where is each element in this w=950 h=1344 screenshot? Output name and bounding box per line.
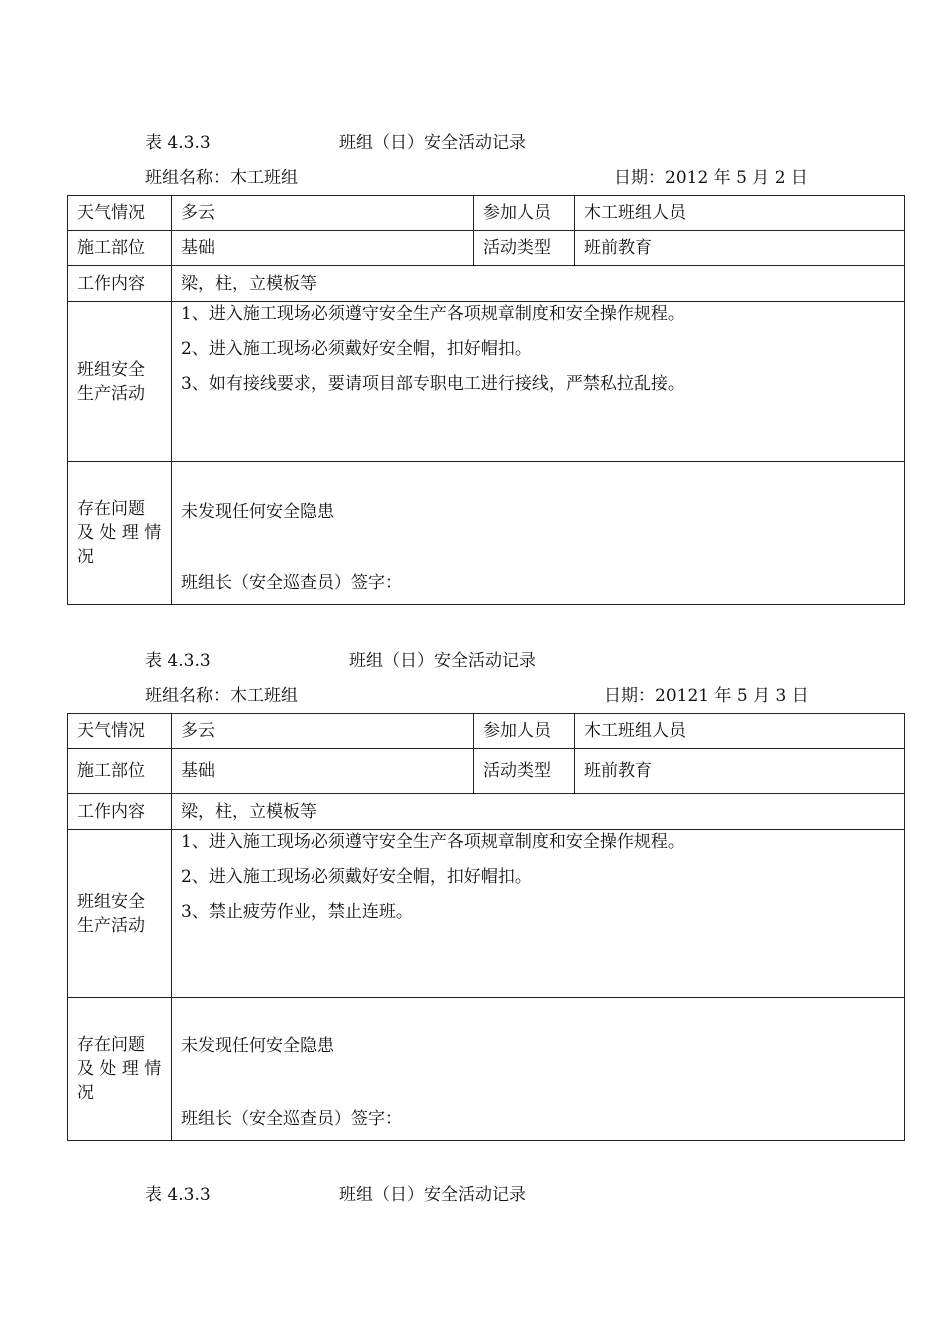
activity-type-value: 班前教育 — [575, 749, 905, 794]
work-label: 工作内容 — [68, 266, 172, 302]
activity-item: 3、如有接线要求，要请项目部专职电工进行接线，严禁私拉乱接。 — [181, 374, 685, 394]
record-1-info — [0, 159, 950, 189]
activity-type-value: 班前教育 — [575, 231, 905, 266]
record-1-table — [67, 195, 905, 605]
table-code: 表 4.3.3 — [145, 1185, 211, 1205]
work-value: 梁，柱，立模板等 — [172, 794, 905, 830]
participants-value: 木工班组人员 — [575, 196, 905, 231]
problem-cell — [172, 462, 905, 605]
problem-label-line-2: 及 处 理 情 — [77, 1059, 162, 1079]
signature-label: 班组长（安全巡查员）签字： — [181, 1109, 402, 1129]
weather-label: 天气情况 — [68, 196, 172, 231]
problem-value: 未发现任何安全隐患 — [181, 502, 334, 522]
problem-label — [68, 462, 172, 605]
record-3-caption — [0, 1176, 950, 1206]
problem-cell — [172, 998, 905, 1141]
signature-label: 班组长（安全巡查员）签字： — [181, 573, 402, 593]
activity-label — [68, 302, 172, 462]
record-title: 班组（日）安全活动记录 — [339, 1185, 526, 1205]
record-2-caption — [0, 642, 950, 672]
weather-label: 天气情况 — [68, 714, 172, 749]
activity-items — [172, 830, 905, 998]
location-value: 基础 — [172, 231, 474, 266]
activity-label — [68, 830, 172, 998]
record-1-caption — [0, 124, 950, 154]
team-name: 班组名称：木工班组 — [145, 686, 298, 706]
location-value: 基础 — [172, 749, 474, 794]
activity-label-line-1: 班组安全 — [77, 359, 145, 380]
participants-label: 参加人员 — [474, 196, 575, 231]
weather-value: 多云 — [172, 196, 474, 231]
record-title: 班组（日）安全活动记录 — [339, 133, 526, 153]
problem-label-line-2: 及 处 理 情 — [77, 523, 162, 543]
activity-item: 2、进入施工现场必须戴好安全帽，扣好帽扣。 — [181, 339, 532, 359]
activity-item: 1、进入施工现场必须遵守安全生产各项规章制度和安全操作规程。 — [181, 832, 685, 852]
activity-label-line-2: 生产活动 — [77, 383, 145, 404]
activity-item: 1、进入施工现场必须遵守安全生产各项规章制度和安全操作规程。 — [181, 304, 685, 324]
work-label: 工作内容 — [68, 794, 172, 830]
record-date: 日期：20121 年 5 月 3 日 — [604, 686, 809, 706]
problem-value: 未发现任何安全隐患 — [181, 1036, 334, 1056]
record-date: 日期：2012 年 5 月 2 日 — [614, 168, 808, 188]
activity-type-label: 活动类型 — [474, 231, 575, 266]
table-code: 表 4.3.3 — [145, 133, 211, 153]
problem-label-line-1: 存在问题 — [77, 1035, 145, 1055]
participants-value: 木工班组人员 — [575, 714, 905, 749]
work-value: 梁，柱，立模板等 — [172, 266, 905, 302]
participants-label: 参加人员 — [474, 714, 575, 749]
activity-item: 3、禁止疲劳作业，禁止连班。 — [181, 902, 413, 922]
activity-items — [172, 302, 905, 462]
record-title: 班组（日）安全活动记录 — [349, 651, 536, 671]
record-2-table — [67, 713, 905, 1141]
problem-label-line-3: 况 — [77, 547, 94, 567]
problem-label-line-3: 况 — [77, 1083, 94, 1103]
activity-label-line-2: 生产活动 — [77, 915, 145, 936]
record-2-info — [0, 677, 950, 707]
location-label: 施工部位 — [68, 749, 172, 794]
team-name: 班组名称：木工班组 — [145, 168, 298, 188]
weather-value: 多云 — [172, 714, 474, 749]
activity-type-label: 活动类型 — [474, 749, 575, 794]
problem-label — [68, 998, 172, 1141]
location-label: 施工部位 — [68, 231, 172, 266]
activity-item: 2、进入施工现场必须戴好安全帽，扣好帽扣。 — [181, 867, 532, 887]
table-code: 表 4.3.3 — [145, 651, 211, 671]
activity-label-line-1: 班组安全 — [77, 891, 145, 912]
problem-label-line-1: 存在问题 — [77, 499, 145, 519]
